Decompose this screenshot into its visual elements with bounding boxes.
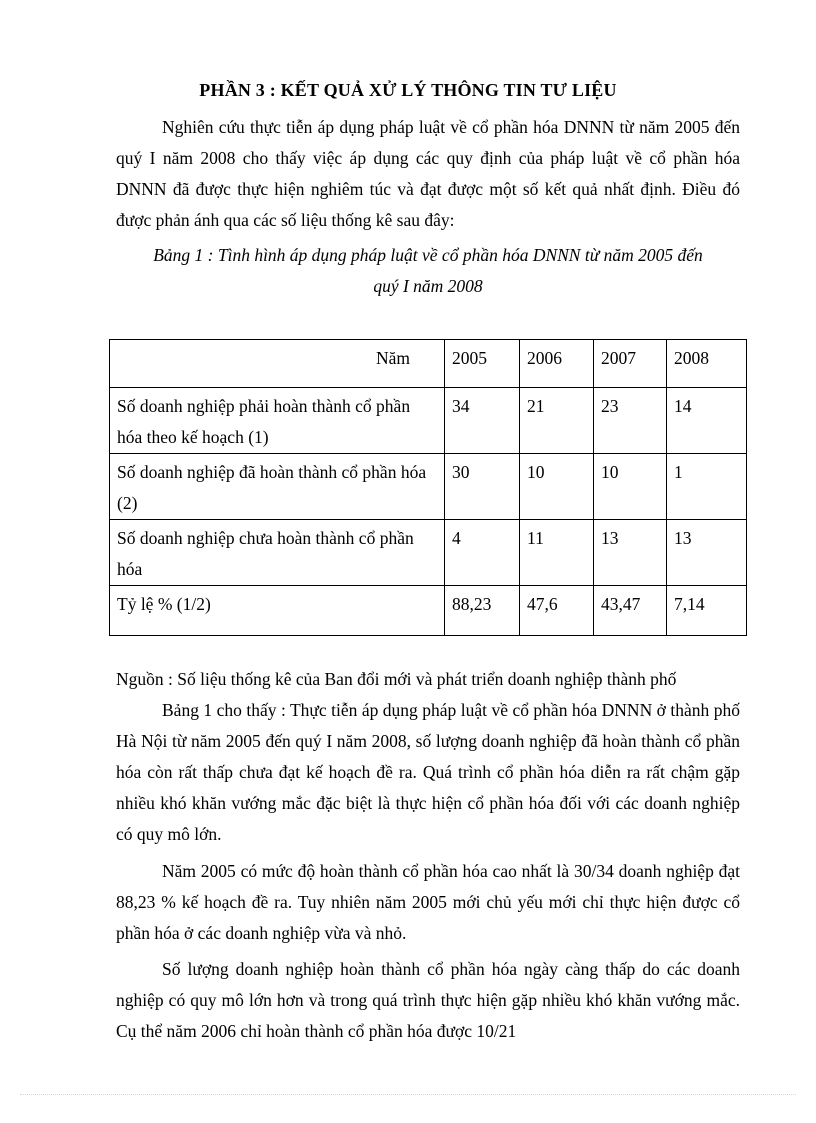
table-row [110,388,747,454]
table-cell: 7,14 [667,586,747,636]
table-cell: 21 [520,388,594,454]
table-cell: 4 [445,520,520,586]
header-year: 2005 [445,340,520,388]
table-row [110,586,747,636]
body-paragraph [116,695,740,850]
body-paragraph [116,954,740,1047]
source-note: Nguồn : Số liệu thống kê của Ban đổi mới và phát triển doanh nghiệp thành phố [116,669,677,689]
table-cell: 23 [594,388,667,454]
table-cell: 13 [667,520,747,586]
intro-paragraph [116,112,740,236]
table-cell: 10 [594,454,667,520]
paragraph-text: Bảng 1 cho thấy : Thực tiễn áp dụng pháp luật về cổ phần hóa DNNN ở thành phố Hà Nội từ năm 2005 đến quý I năm 2008, số lượng doanh nghiệp đã hoàn thành cổ phần hóa còn rất thấp chưa đạt kế hoạch đề ra. Quá trình cổ phần hóa diễn ra rất chậm gặp nhiều khó khăn vướng mắc đặc biệt là thực hiện cổ phần hóa đối với các doanh nghiệp có quy mô lớn. [116,700,740,844]
page-divider [20,1094,796,1095]
table-cell: 47,6 [520,586,594,636]
header-year: 2006 [520,340,594,388]
header-label: Năm [110,340,445,388]
table-row [110,520,747,586]
header-year: 2007 [594,340,667,388]
table-cell: 88,23 [445,586,520,636]
row-label: Số doanh nghiệp đã hoàn thành cổ phần hóa (2) [110,454,445,520]
table-cell: 30 [445,454,520,520]
paragraph-text: Số lượng doanh nghiệp hoàn thành cổ phần hóa ngày càng thấp do các doanh nghiệp có quy mô lớn hơn và trong quá trình thực hiện gặp nhiều khó khăn vướng mắc. Cụ thể năm 2006 chỉ hoàn thành cổ phần hóa được 10/21 [116,959,740,1041]
row-label: Tỷ lệ % (1/2) [110,586,445,636]
row-label: Số doanh nghiệp phải hoàn thành cổ phần hóa theo kế hoạch (1) [110,388,445,454]
paragraph-text: Năm 2005 có mức độ hoàn thành cổ phần hóa cao nhất là 30/34 doanh nghiệp đạt 88,23 % kế hoạch đề ra. Tuy nhiên năm 2005 mới chủ yếu mới chỉ thực hiện được cổ phần hóa ở các doanh nghiệp vừa và nhỏ. [116,861,740,943]
table-cell: 10 [520,454,594,520]
body-paragraph [116,856,740,949]
statistics-table [109,339,747,636]
table-row [110,454,747,520]
table-caption-line-1: Bảng 1 : Tình hình áp dụng pháp luật về cổ phần hóa DNNN từ năm 2005 đến [153,245,703,265]
table-cell: 14 [667,388,747,454]
table-cell: 34 [445,388,520,454]
intro-text: Nghiên cứu thực tiễn áp dụng pháp luật về cổ phần hóa DNNN từ năm 2005 đến quý I năm 2008 cho thấy việc áp dụng các quy định của pháp luật về cổ phần hóa DNNN đã được thực hiện nghiêm túc và đạt được một số kết quả nhất định. Điều đó được phản ánh qua các số liệu thống kê sau đây: [116,117,740,230]
row-label: Số doanh nghiệp chưa hoàn thành cổ phần hóa [110,520,445,586]
table-cell: 1 [667,454,747,520]
table-cell: 43,47 [594,586,667,636]
section-heading: PHẦN 3 : KẾT QUẢ XỬ LÝ THÔNG TIN TƯ LIỆU [199,80,617,100]
table-cell: 13 [594,520,667,586]
header-year: 2008 [667,340,747,388]
table-cell: 11 [520,520,594,586]
table-header-row [110,340,747,388]
table-caption-line-2: quý I năm 2008 [373,276,483,296]
